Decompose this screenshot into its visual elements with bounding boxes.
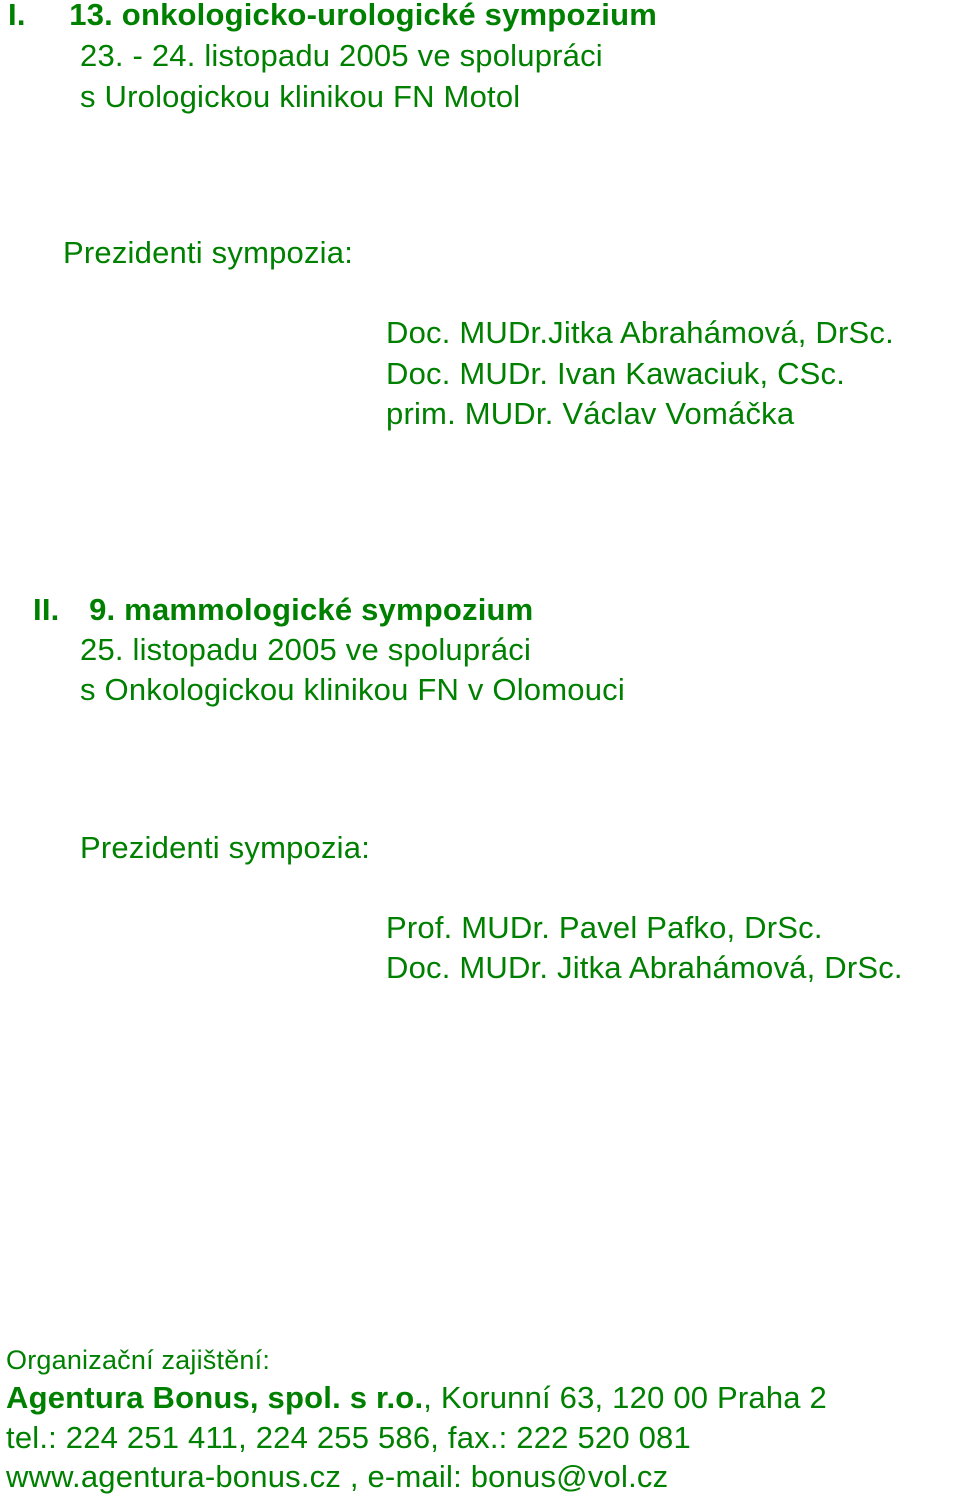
section1-roman: I.	[8, 0, 26, 32]
section1-presidents-label: Prezidenti sympozia:	[63, 235, 354, 270]
section2-president-1: Prof. MUDr. Pavel Pafko, DrSc.	[386, 910, 823, 945]
section1-president-2: Doc. MUDr. Ivan Kawaciuk, CSc.	[386, 356, 846, 391]
section1-president-1: Doc. MUDr.Jitka Abrahámová, DrSc.	[386, 315, 894, 350]
section2-president-2: Doc. MUDr. Jitka Abrahámová, DrSc.	[386, 950, 903, 985]
phone-line: tel.: 224 251 411, 224 255 586, fax.: 222 520 081	[6, 1420, 691, 1455]
section2-partner-line: s Onkologickou klinikou FN v Olomouci	[80, 672, 625, 707]
agency-address: , Korunní 63, 120 00 Praha 2	[423, 1380, 827, 1415]
web-contact-line: www.agentura-bonus.cz , e-mail: bonus@vol.cz	[6, 1459, 669, 1494]
agency-name: Agentura Bonus, spol. s r.o.	[6, 1380, 424, 1415]
section2-presidents-label: Prezidenti sympozia:	[80, 830, 371, 865]
section2-date-line: 25. listopadu 2005 ve spolupráci	[80, 632, 532, 667]
section2-heading	[33, 590, 533, 630]
org-label: Organizační zajištění:	[6, 1345, 271, 1375]
section1-title: 13. onkologicko-urologické sympozium	[69, 0, 657, 32]
section1-president-3: prim. MUDr. Václav Vomáčka	[386, 396, 795, 431]
section2-roman: II.	[33, 592, 60, 627]
section1-date-line: 23. - 24. listopadu 2005 ve spolupráci	[80, 38, 603, 73]
section2-title: 9. mammologické sympozium	[89, 592, 534, 627]
agency-line	[6, 1378, 827, 1418]
section1-partner-line: s Urologickou klinikou FN Motol	[80, 79, 521, 114]
section1-heading	[8, 0, 657, 35]
